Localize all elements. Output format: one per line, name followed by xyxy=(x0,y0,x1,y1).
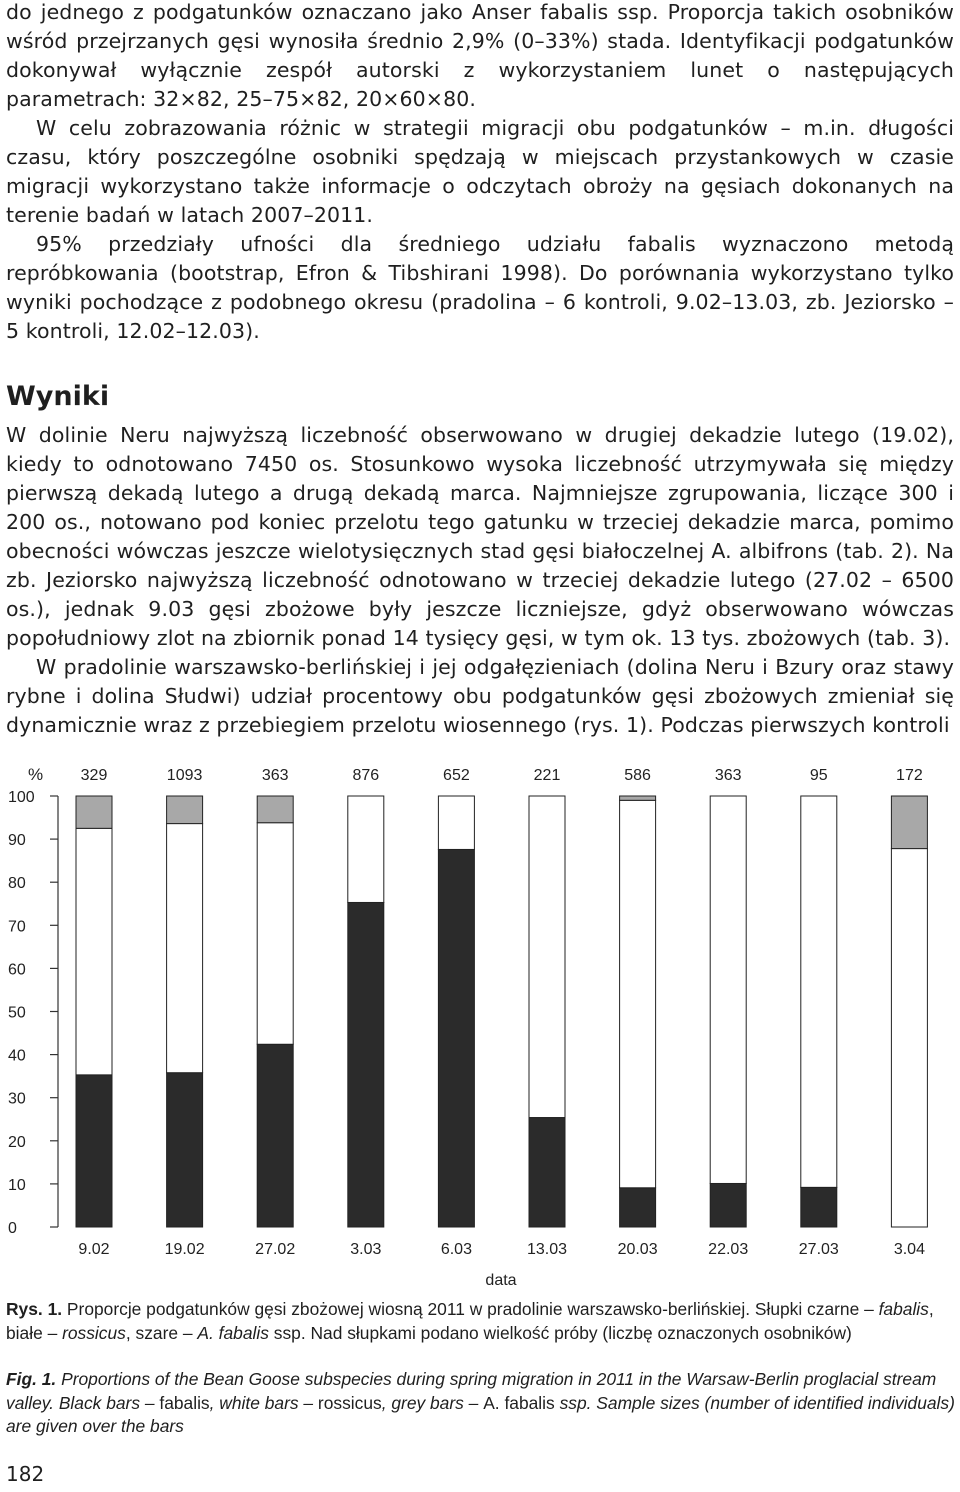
caption-text-en: Proportions of the Bean Goose subspecies during spring migration in 2011 in the Warsaw-Berlin proglacial stream valley. Black bars – xyxy=(6,1369,937,1413)
x-category-label: 27.03 xyxy=(798,1241,839,1258)
bar-segment-fabalis xyxy=(620,1188,656,1227)
y-tick-label: 0 xyxy=(8,1220,17,1237)
bar-segment-rossicus xyxy=(891,849,927,1227)
figure-caption-en xyxy=(6,1368,956,1439)
bar-segment-rossicus xyxy=(620,800,656,1187)
y-tick-label: 40 xyxy=(8,1047,26,1065)
bars xyxy=(76,796,927,1227)
x-category-label: 19.02 xyxy=(164,1241,205,1258)
y-tick-label: 80 xyxy=(8,875,26,893)
caption-rossicus-en: rossicus xyxy=(317,1392,382,1413)
caption-end-pl: ssp. Nad słupkami podano wielkość próby (liczbę oznaczonych osobników) xyxy=(268,1322,852,1343)
caption-afab-en: A. fabalis xyxy=(483,1392,555,1413)
bar-segment-rossicus xyxy=(801,796,837,1187)
bar-segment-rossicus xyxy=(529,796,565,1118)
bar-segment-ssp xyxy=(257,796,293,823)
sample-size-label: 221 xyxy=(533,767,561,784)
stacked-bar-chart xyxy=(0,760,960,1290)
bar-segment-rossicus xyxy=(438,796,474,849)
bar-segment-fabalis xyxy=(348,902,384,1227)
y-tick-label: 100 xyxy=(8,789,35,806)
y-tick-label: 20 xyxy=(8,1133,26,1151)
bar-segment-ssp xyxy=(167,796,203,824)
sample-size-label: 95 xyxy=(809,767,828,784)
x-axis-label: data xyxy=(485,1272,517,1289)
caption-mid1-en: , white bars – xyxy=(209,1392,318,1413)
x-category-label: 13.03 xyxy=(526,1241,568,1258)
paragraph-1: do jednego z podgatunków oznaczano jako Anser fabalis ssp. Proporcja takich osobników wśród przejrzanych gęsi wynosiła średnio 2,9% (0–33%) stada. Identyfikacji podgatunków dokonywał wyłącznie zespół autorski z wykorzystaniem lunet o następujących parametrach: 32×82, 25–75×82, 20×60×80. xyxy=(6,0,954,111)
y-axis-label: % xyxy=(28,765,44,784)
caption-rossicus-pl: rossicus xyxy=(62,1322,126,1343)
y-tick-label: 10 xyxy=(8,1176,26,1194)
bar-segment-fabalis xyxy=(438,849,474,1227)
figure-caption-pl xyxy=(6,1298,956,1345)
bar-segment-fabalis xyxy=(529,1118,565,1227)
sample-size-label: 876 xyxy=(352,767,380,784)
y-tick-label: 60 xyxy=(8,961,26,979)
x-category-label: 20.03 xyxy=(617,1241,658,1258)
paragraph-5: W pradolinie warszawsko-berlińskiej i jej odgałęzieniach (dolina Neru i Bzury oraz stawy rybne i dolina Słudwi) udział procentowy obu podgatunków gęsi zbożowych zmieniał się dynamicznie wraz z przebiegiem przelotu wiosennego (rys. 1). Podczas pierwszych kontroli xyxy=(6,655,954,737)
x-category-label: 9.02 xyxy=(78,1241,110,1258)
caption-afab-pl: A. fabalis xyxy=(197,1322,269,1343)
caption-label-pl: Rys. 1. xyxy=(6,1299,63,1319)
sample-size-label: 652 xyxy=(443,767,470,784)
bar-segment-rossicus xyxy=(348,796,384,902)
caption-mid1-pl: , białe – xyxy=(6,1299,934,1343)
sample-size-label: 363 xyxy=(714,767,742,784)
y-tick-label: 70 xyxy=(8,918,26,936)
caption-fabalis-pl: fabalis xyxy=(878,1299,929,1319)
caption-mid2-pl: , szare – xyxy=(125,1322,198,1343)
bar-segment-rossicus xyxy=(257,823,293,1045)
caption-text-pl: Proporcje podgatunków gęsi zbożowej wiosną 2011 w pradolinie warszawsko-berlińskiej. Słupki czarne – xyxy=(66,1299,879,1319)
bar-segment-ssp xyxy=(891,796,927,849)
bar-segment-rossicus xyxy=(76,828,112,1075)
y-axis xyxy=(8,765,58,1237)
body-text-methods xyxy=(6,0,954,346)
y-tick-label: 30 xyxy=(8,1090,26,1108)
page-number: 182 xyxy=(6,1462,45,1486)
caption-label-en: Fig. 1. xyxy=(6,1369,57,1389)
bar-segment-fabalis xyxy=(76,1075,112,1227)
sample-size-label: 1093 xyxy=(166,767,203,784)
section-heading: Wyniki xyxy=(6,381,110,412)
x-category-label: 27.02 xyxy=(255,1241,296,1258)
paragraph-3: 95% przedziały ufności dla średniego udziału fabalis wyznaczono metodą repróbkowania (bootstrap, Efron & Tibshirani 1998). Do porównania wykorzystano tylko wyniki pochodzące z podobnego okresu (pradolina – 6 kontroli, 9.02–13.03, zb. Jeziorsko – 5 kontroli, 12.02–12.03). xyxy=(6,232,954,343)
caption-fabalis-en: fabalis xyxy=(159,1392,210,1413)
x-category-label: 22.03 xyxy=(708,1241,749,1258)
x-category-label: 3.04 xyxy=(893,1241,925,1258)
bar-segment-fabalis xyxy=(257,1044,293,1227)
sample-size-label: 329 xyxy=(80,767,108,784)
body-text-results xyxy=(6,421,954,740)
x-category-label: 6.03 xyxy=(440,1241,472,1258)
bar-segment-fabalis xyxy=(710,1183,746,1227)
y-tick-label: 90 xyxy=(8,832,26,850)
bar-segment-rossicus xyxy=(167,824,203,1073)
bar-segment-fabalis xyxy=(801,1187,837,1227)
sample-size-label: 172 xyxy=(896,767,923,784)
y-tick-label: 50 xyxy=(8,1004,26,1022)
sample-size-label: 586 xyxy=(624,767,651,784)
x-category-label: 3.03 xyxy=(350,1241,382,1258)
bar-segment-rossicus xyxy=(710,796,746,1183)
caption-end-en: ssp. Sample sizes (number of identified individuals) are given over the bars xyxy=(6,1392,955,1436)
paragraph-2: W celu zobrazowania różnic w strategii migracji obu podgatunków – m.in. długości czasu, który poszczególne osobniki spędzają w miejscach przystankowych w czasie migracji wykorzystano także informacje o odczytach obroży na gęsiach dokonanych na terenie badań w latach 2007–2011. xyxy=(6,116,954,227)
sample-size-label: 363 xyxy=(261,767,289,784)
caption-mid2-en: , grey bars – xyxy=(381,1392,484,1413)
labels xyxy=(78,767,925,1289)
bar-segment-fabalis xyxy=(167,1073,203,1227)
bar-segment-ssp xyxy=(620,796,656,800)
paragraph-4: W dolinie Neru najwyższą liczebność obserwowano w drugiej dekadzie lutego (19.02), kiedy to odnotowano 7450 os. Stosunkowo wysoka liczebność utrzymywała się między pierwszą dekadą lutego a drugą dekadą marca. Najmniejsze zgrupowania, liczące 300 i 200 os., notowano pod koniec przelotu tego gatunku w trzeciej dekadzie marca, pomimo obecności wówczas jeszcze wielotysięcznych stad gęsi białoczelnej A. albifrons (tab. 2). Na zb. Jeziorsko najwyższą liczebność odnotowano w trzeciej dekadzie lutego (27.02 – 6500 os.), jednak 9.03 gęsi zbożowe były jeszcze liczniejsze, gdyż obserwowano wówczas popołudniowy zlot na zbiornik ponad 14 tysięcy gęsi, w tym ok. 13 tys. zbożowych (tab. 3). xyxy=(6,423,954,650)
bar-segment-ssp xyxy=(76,796,112,828)
